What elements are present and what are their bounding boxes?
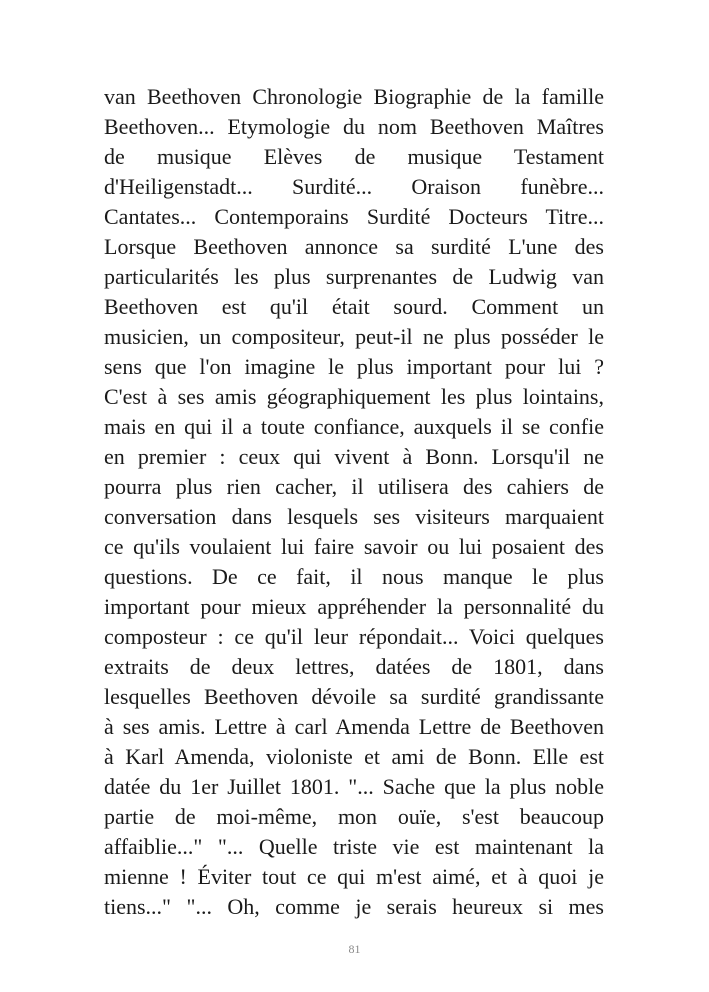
text-line: pourra plus rien cacher, il utilisera des cahiers de [104,474,604,499]
text-line: sens que l'on imagine le plus important pour lui ? [104,354,604,379]
text-line: en premier : ceux qui vivent à Bonn. Lorsqu'il ne [104,444,604,469]
text-line: Beethoven est qu'il était sourd. Comment un [104,294,604,319]
page-number: 81 [348,942,361,956]
text-line: de musique Elèves de musique Testament [104,144,604,169]
text-line: partie de moi-même, mon ouïe, s'est beaucoup [104,804,604,829]
text-line: important pour mieux appréhender la personnalité du [104,594,604,619]
text-line: particularités les plus surprenantes de Ludwig van [104,264,604,289]
text-line: affaiblie..." "... Quelle triste vie est maintenant la [104,834,604,859]
text-line: lesquelles Beethoven dévoile sa surdité grandissante [104,684,604,709]
text-line: mienne ! Éviter tout ce qui m'est aimé, et à quoi je [104,864,604,889]
text-line: à Karl Amenda, violoniste et ami de Bonn. Elle est [104,744,604,769]
text-line: conversation dans lesquels ses visiteurs marquaient [104,504,604,529]
text-line: Lorsque Beethoven annonce sa surdité L'une des [104,234,604,259]
text-line: d'Heiligenstadt... Surdité... Oraison funèbre... [104,174,604,199]
text-line: datée du 1er Juillet 1801. "... Sache que la plus noble [104,774,604,799]
text-line: à ses amis. Lettre à carl Amenda Lettre de Beethoven [104,714,604,739]
text-line: mais en qui il a toute confiance, auxquels il se confie [104,414,604,439]
text-line: extraits de deux lettres, datées de 1801, dans [104,654,604,679]
text-line: Cantates... Contemporains Surdité Docteurs Titre... [104,204,604,229]
text-line: composteur : ce qu'il leur répondait... Voici quelques [104,624,604,649]
body-text [104,82,604,922]
text-line: van Beethoven Chronologie Biographie de la famille [104,84,604,109]
text-line: tiens..." "... Oh, comme je serais heureux si mes [104,894,604,919]
text-line: Beethoven... Etymologie du nom Beethoven Maîtres [104,114,604,139]
text-line: questions. De ce fait, il nous manque le plus [104,564,604,589]
text-line: musicien, un compositeur, peut-il ne plus posséder le [104,324,604,349]
text-line: C'est à ses amis géographiquement les plus lointains, [104,384,604,409]
text-line: ce qu'ils voulaient lui faire savoir ou lui posaient des [104,534,604,559]
